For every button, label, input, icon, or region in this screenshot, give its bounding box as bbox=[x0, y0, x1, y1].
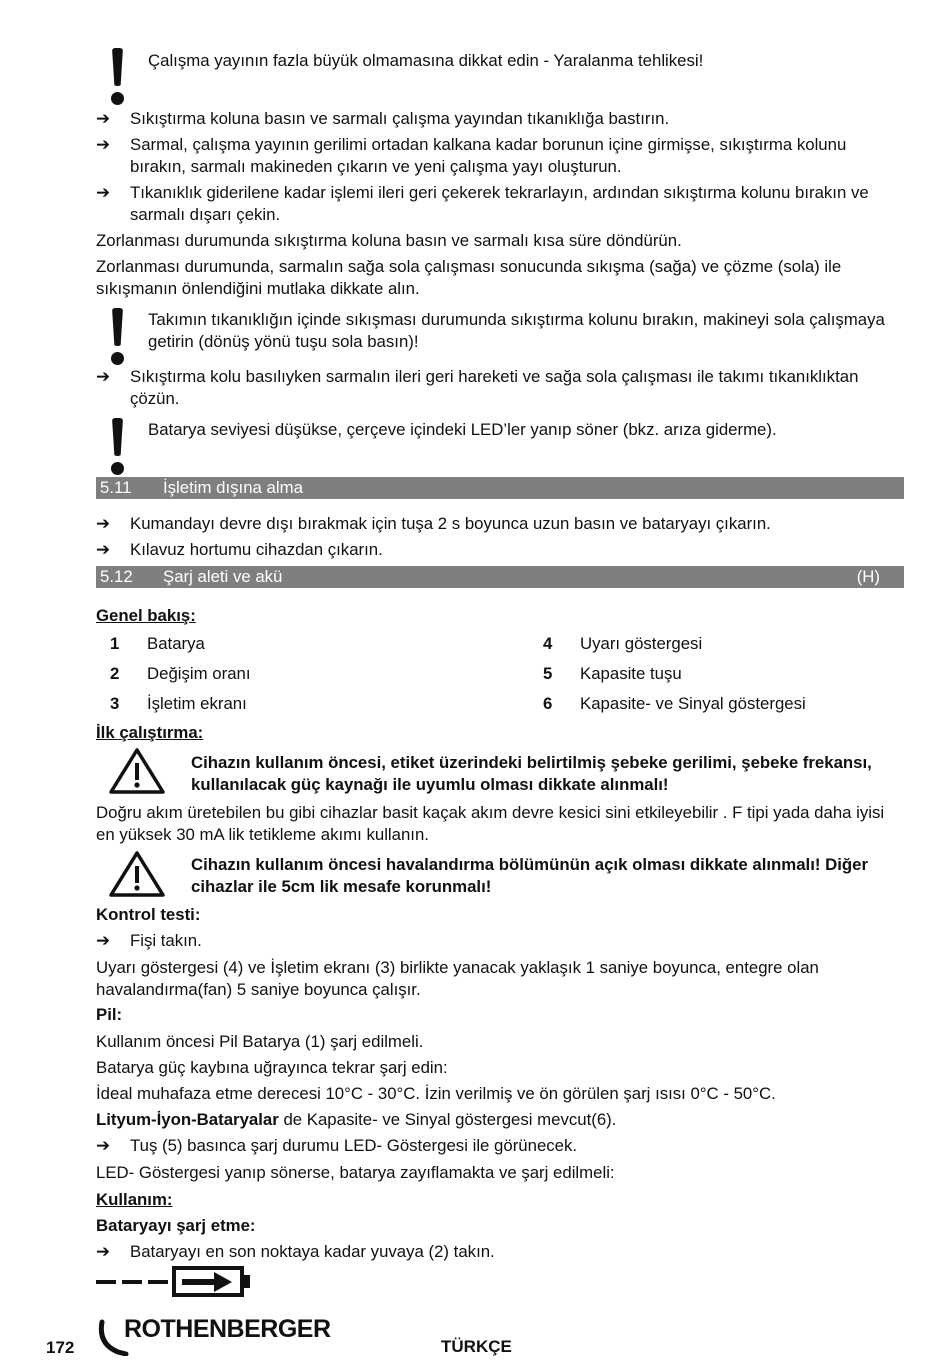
liion-paragraph bbox=[96, 1109, 904, 1131]
paragraph: LED- Göstergesi yanıp sönerse, batarya zayıflamakta ve şarj edilmeli: bbox=[96, 1163, 615, 1182]
arrow-bullet-icon: ➔ bbox=[96, 931, 111, 950]
arrow-bullet-icon: ➔ bbox=[96, 109, 111, 128]
paragraph: Uyarı göstergesi (4) ve İşletim ekranı (3) birlikte yanacak yaklaşık 1 saniye boyunca, entegre olan havalandırma(fan) 5 saniye boyunca çalışır. bbox=[96, 958, 819, 999]
bullet-text: Kumandayı devre dışı bırakmak için tuşa 2 s boyunca uzun basın ve bataryayı çıkarın. bbox=[130, 514, 771, 533]
section-heading-5-11 bbox=[96, 477, 904, 499]
warning-text: Çalışma yayının fazla büyük olmamasına dikkat edin - Yaralanma tehlikesi! bbox=[148, 51, 704, 70]
section-heading-5-12 bbox=[96, 566, 904, 588]
overview-label: Uyarı göstergesi bbox=[580, 634, 703, 653]
overview-title: Genel bakış: bbox=[96, 606, 196, 625]
caution-text: Cihazın kullanım öncesi, etiket üzerindeki belirtilmiş şebeke gerilimi, şebeke frekansı, kullanılacak güç kaynağı ile uyumlu olması dikkate alınmalı! bbox=[191, 753, 872, 794]
caution-triangle-icon bbox=[108, 850, 166, 898]
bullet-text: Fişi takın. bbox=[130, 931, 202, 950]
paragraph: Kullanım öncesi Pil Batarya (1) şarj edilmeli. bbox=[96, 1032, 424, 1051]
bullet-text: Sıkıştırma kolu basılıyken sarmalın ileri geri hareketi ve sağa sola çalışması ile takımı tıkanıklıktan çözün. bbox=[130, 367, 859, 408]
arrow-bullet-icon: ➔ bbox=[96, 367, 111, 386]
rothenberger-logo bbox=[96, 1316, 346, 1356]
exclamation-warning-icon bbox=[104, 418, 130, 476]
warning-text: Takımın tıkanıklığın içinde sıkışması durumunda sıkıştırma kolunu bırakın, makineyi sola çalışmaya getirin (dönüş yönü tuşu sola basın)! bbox=[148, 310, 885, 351]
first-use-title: İlk çalıştırma: bbox=[96, 723, 204, 742]
bullet-text: Kılavuz hortumu cihazdan çıkarın. bbox=[130, 540, 383, 559]
section-number: 5.12 bbox=[100, 567, 133, 586]
bullet-text: Tuş (5) basınca şarj durumu LED- Göstergesi ile görünecek. bbox=[130, 1136, 578, 1155]
overview-label: Kapasite tuşu bbox=[580, 664, 682, 683]
liion-rest: de Kapasite- ve Sinyal göstergesi mevcut(6). bbox=[278, 1110, 617, 1129]
charging-title: Bataryayı şarj etme: bbox=[96, 1216, 256, 1235]
arrow-bullet-icon: ➔ bbox=[96, 1242, 111, 1261]
section-tag: (H) bbox=[856, 567, 880, 586]
arrow-bullet-icon: ➔ bbox=[96, 135, 111, 154]
battery-insert-icon bbox=[96, 1266, 256, 1298]
battery-title: Pil: bbox=[96, 1005, 123, 1024]
paragraph: İdeal muhafaza etme derecesi 10°C - 30°C. İzin verilmiş ve ön görülen şarj ısısı 0°C - 50°C. bbox=[96, 1084, 776, 1103]
warning-text: Batarya seviyesi düşükse, çerçeve içindeki LED’ler yanıp söner (bkz. arıza giderme). bbox=[148, 420, 777, 439]
page-number: 172 bbox=[46, 1338, 75, 1357]
bullet-text: Sıkıştırma koluna basın ve sarmalı çalışma yayından tıkanıklığa bastırın. bbox=[130, 109, 670, 128]
bullet-text: Tıkanıklık giderilene kadar işlemi ileri geri çekerek tekrarlayın, ardından sıkıştırma kolunu bırakın ve sarmalı dışarı çekin. bbox=[130, 183, 869, 224]
overview-label: İşletim ekranı bbox=[147, 694, 247, 713]
overview-label: Değişim oranı bbox=[147, 664, 251, 683]
paragraph: Doğru akım üretebilen bu gibi cihazlar basit kaçak akım devre kesici sini etkileyebilir . F tipi yada daha iyisi en yüksek 30 mA lik tetikleme akımı kullanın. bbox=[96, 803, 885, 844]
caution-triangle-icon bbox=[108, 747, 166, 795]
exclamation-warning-icon bbox=[104, 308, 130, 366]
arrow-bullet-icon: ➔ bbox=[96, 514, 111, 533]
liion-bold: Lityum-İyon-Bataryalar bbox=[96, 1110, 279, 1129]
paragraph: Zorlanması durumunda sıkıştırma koluna basın ve sarmalı kısa süre döndürün. bbox=[96, 231, 682, 250]
bullet-text: Sarmal, çalışma yayının gerilimi ortadan kalkana kadar borunun içine girmişse, sıkıştırma kolunu bırakın, sarmalı makineden çıkarın ve yeni çalışma yayı oluşturun. bbox=[130, 135, 847, 176]
arrow-bullet-icon: ➔ bbox=[96, 1136, 111, 1155]
exclamation-warning-icon bbox=[104, 48, 130, 106]
overview-label: Kapasite- ve Sinyal göstergesi bbox=[580, 694, 806, 713]
section-number: 5.11 bbox=[100, 478, 132, 497]
caution-text: Cihazın kullanım öncesi havalandırma bölümünün açık olması dikkate alınmalı! Diğer cihazlar ile 5cm lik mesafe korunmalı! bbox=[191, 855, 869, 896]
overview-number: 3 bbox=[110, 694, 120, 713]
overview-number: 5 bbox=[543, 664, 553, 683]
section-title: İşletim dışına alma bbox=[163, 478, 303, 497]
overview-label: Batarya bbox=[147, 634, 205, 653]
arrow-bullet-icon: ➔ bbox=[96, 183, 111, 202]
overview-number: 1 bbox=[110, 634, 120, 653]
section-title: Şarj aleti ve akü bbox=[163, 567, 283, 586]
paragraph: Batarya güç kaybına uğrayınca tekrar şarj edin: bbox=[96, 1058, 448, 1077]
paragraph: Zorlanması durumunda, sarmalın sağa sola çalışması sonucunda sıkışma (sağa) ve çözme (sola) ile sıkışmanın önlendiğini mutlaka dikkate alın. bbox=[96, 257, 842, 298]
overview-number: 2 bbox=[110, 664, 120, 683]
logo-text: ROTHENBERGER bbox=[124, 1315, 331, 1343]
check-title: Kontrol testi: bbox=[96, 905, 201, 924]
usage-title: Kullanım: bbox=[96, 1190, 173, 1209]
bullet-text: Bataryayı en son noktaya kadar yuvaya (2) takın. bbox=[130, 1242, 495, 1261]
language-label: TÜRKÇE bbox=[441, 1337, 512, 1356]
overview-number: 4 bbox=[543, 634, 553, 653]
overview-number: 6 bbox=[543, 694, 553, 713]
arrow-bullet-icon: ➔ bbox=[96, 540, 111, 559]
